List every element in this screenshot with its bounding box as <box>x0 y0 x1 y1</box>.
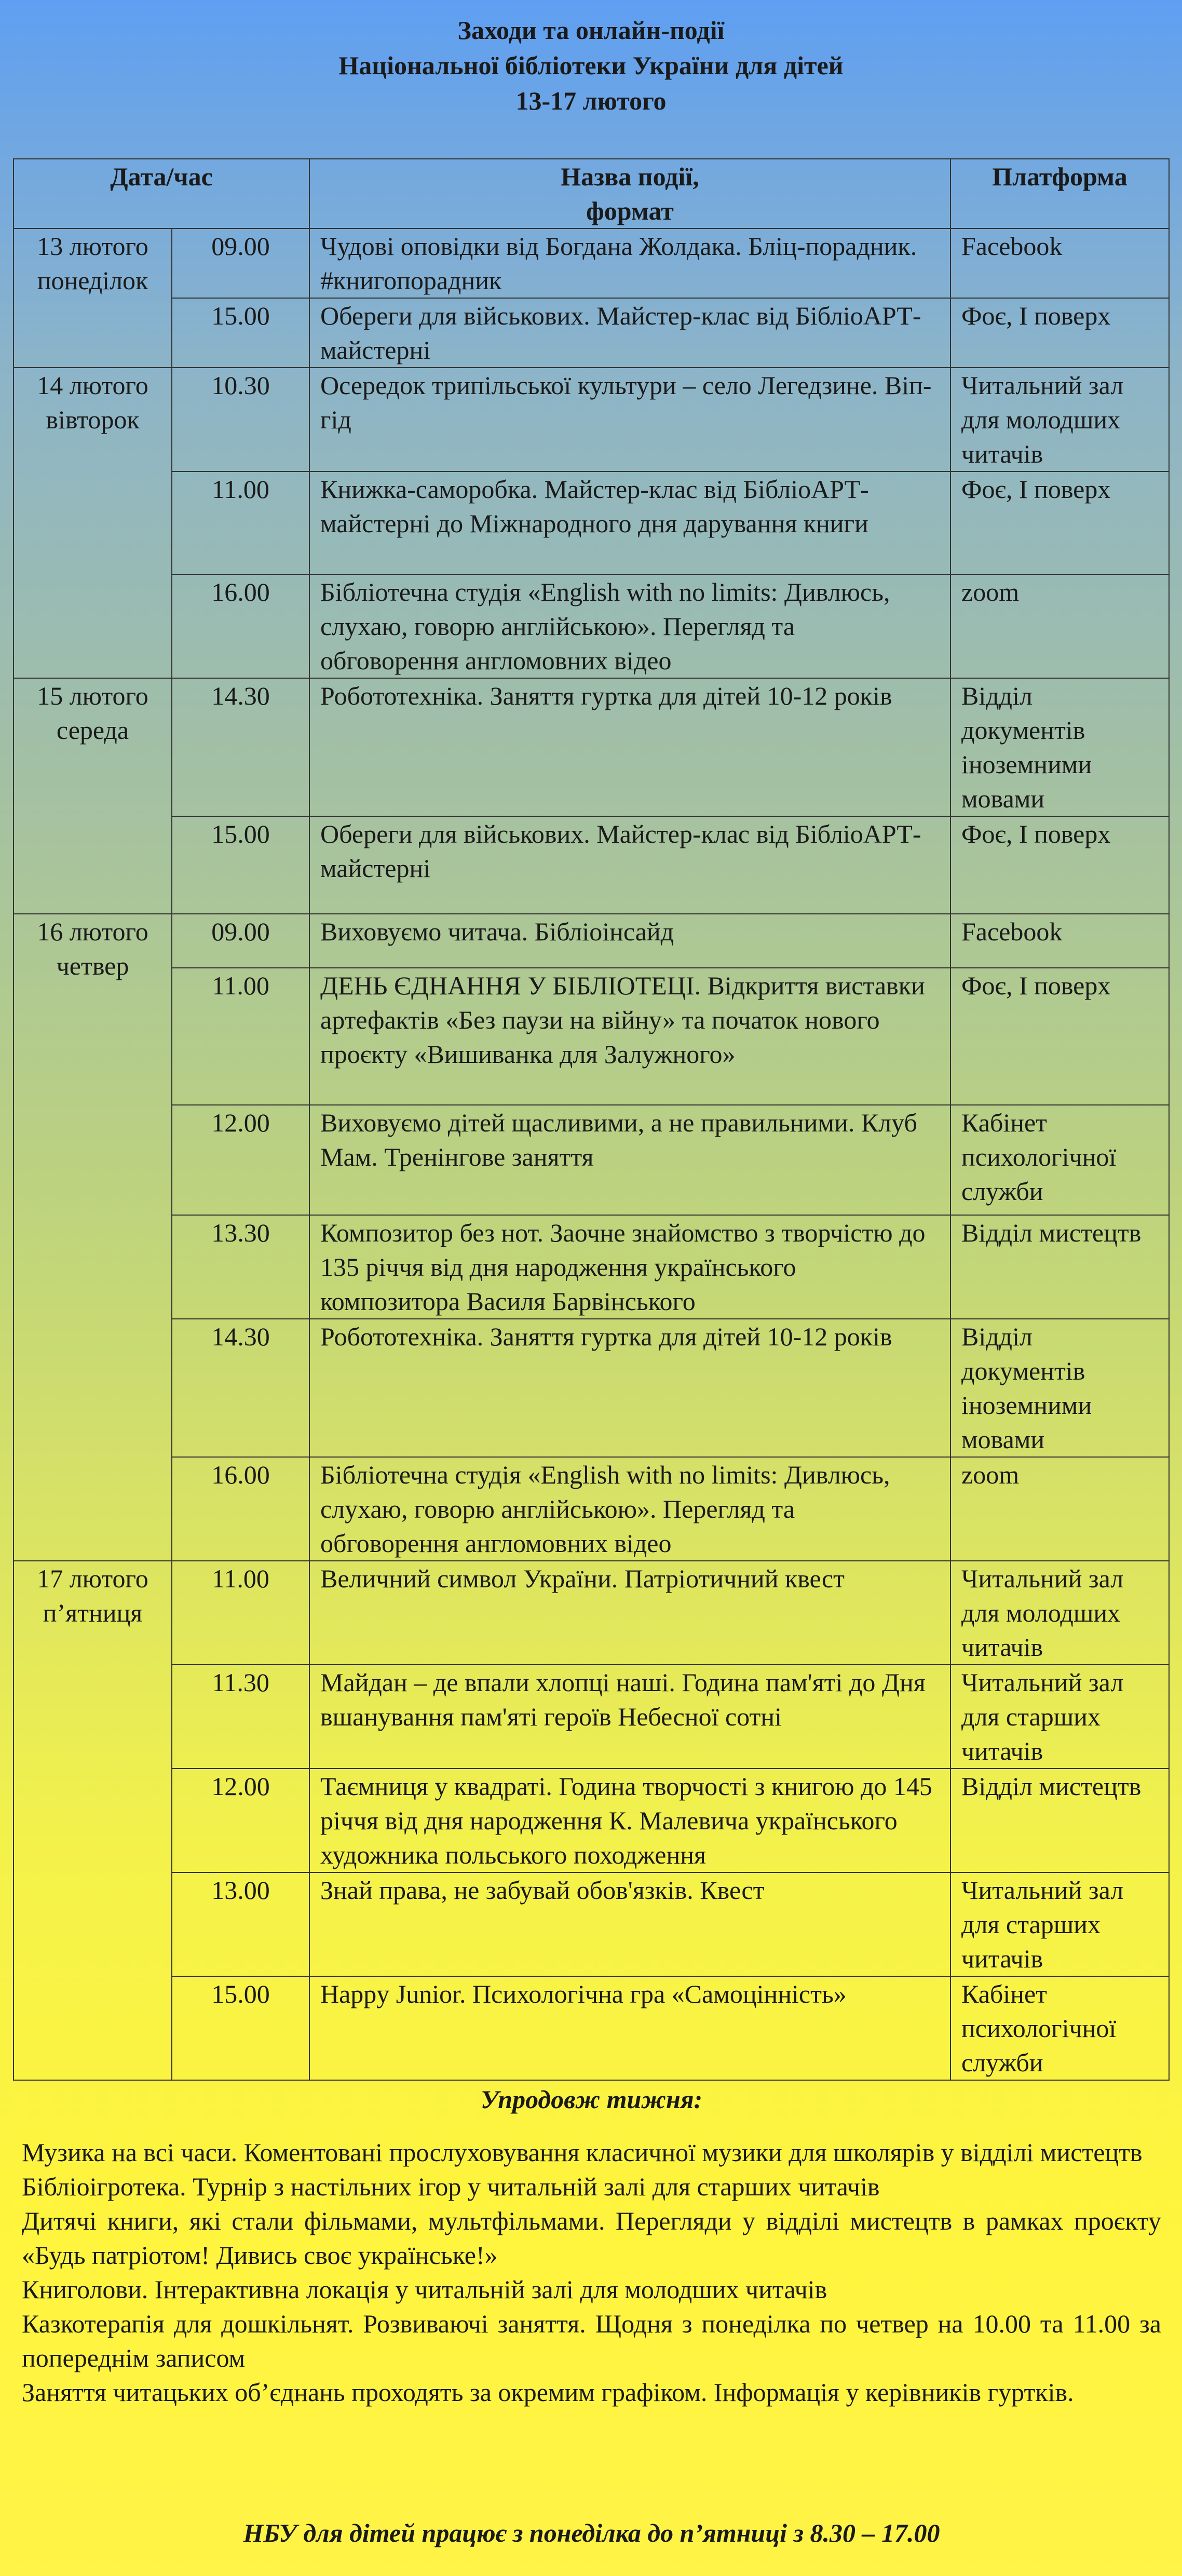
event-name: Робототехніка. Заняття гуртка для дітей 10-12 років <box>309 678 950 816</box>
day-cell <box>13 914 172 1561</box>
day-weekday: вівторок <box>46 405 140 434</box>
table-row <box>13 298 1169 368</box>
event-platform: Відділ мистецтв <box>950 1769 1169 1872</box>
table-row <box>13 574 1169 678</box>
table-row <box>13 471 1169 574</box>
event-time: 16.00 <box>172 574 309 678</box>
event-platform: Читальний зал для старших читачів <box>950 1665 1169 1769</box>
event-name: Виховуємо дітей щасливими, а не правильними. Клуб Мам. Тренінгове заняття <box>309 1105 950 1215</box>
event-platform: Facebook <box>950 914 1169 968</box>
day-weekday: середа <box>56 716 129 745</box>
page-title <box>0 12 1182 118</box>
day-date: 14 лютого <box>37 371 148 400</box>
event-name: Величний символ України. Патріотичний квест <box>309 1561 950 1665</box>
day-cell <box>13 368 172 678</box>
table-header-row <box>13 159 1169 228</box>
event-platform: Відділ документів іноземними мовами <box>950 678 1169 816</box>
event-platform: Фоє, І поверх <box>950 968 1169 1105</box>
table-row <box>13 968 1169 1105</box>
event-name: Осередок трипільської культури – село Легедзине. Віп-гід <box>309 368 950 471</box>
event-name: Обереги для військових. Майстер-клас від БібліоАРТ-майстерні <box>309 816 950 914</box>
event-name: Обереги для військових. Майстер-клас від БібліоАРТ- майстерні <box>309 298 950 368</box>
event-time: 14.30 <box>172 1319 309 1457</box>
day-weekday: понеділок <box>37 266 148 295</box>
event-time: 13.30 <box>172 1215 309 1319</box>
event-time: 15.00 <box>172 1976 309 2080</box>
event-time: 12.00 <box>172 1769 309 1872</box>
header-event-name-line2: формат <box>586 196 674 225</box>
event-platform: zoom <box>950 1457 1169 1561</box>
event-time: 11.00 <box>172 1561 309 1665</box>
events-table-body <box>13 228 1169 2080</box>
event-platform: Фоє, І поверх <box>950 298 1169 368</box>
header-datetime: Дата/час <box>13 159 309 228</box>
day-date: 17 лютого <box>37 1564 148 1593</box>
event-platform: Читальний зал для молодших читачів <box>950 368 1169 471</box>
event-time: 15.00 <box>172 298 309 368</box>
event-platform: Читальний зал для молодших читачів <box>950 1561 1169 1665</box>
event-time: 16.00 <box>172 1457 309 1561</box>
event-platform: zoom <box>950 574 1169 678</box>
header-event-name <box>309 159 950 228</box>
week-heading: Упродовж тижня: <box>480 2085 703 2114</box>
title-line-3: 13-17 лютого <box>515 86 667 115</box>
table-row <box>13 1665 1169 1769</box>
week-activity-item: Заняття читацьких об’єднань проходять за окремим графіком. Інформація у керівників гуртків. <box>22 2378 1074 2407</box>
table-row <box>13 368 1169 471</box>
event-time: 09.00 <box>172 228 309 298</box>
event-time: 11.00 <box>172 968 309 1105</box>
event-platform: Відділ документів іноземними мовами <box>950 1319 1169 1457</box>
events-table <box>13 158 1170 2081</box>
table-row <box>13 1872 1169 1976</box>
table-row <box>13 1457 1169 1561</box>
event-platform: Фоє, І поверх <box>950 471 1169 574</box>
day-cell <box>13 228 172 368</box>
header-platform: Платформа <box>950 159 1169 228</box>
event-name: Чудові оповідки від Богдана Жолдака. Бліц-порадник. #книгопорадник <box>309 228 950 298</box>
day-cell <box>13 678 172 914</box>
event-name: Бібліотечна студія «English with no limits: Дивлюсь, слухаю, говорю англійською». Перегляд та обговорення англомовних відео <box>309 1457 950 1561</box>
event-platform: Відділ мистецтв <box>950 1215 1169 1319</box>
day-date: 16 лютого <box>37 917 148 946</box>
week-activity-item: Дитячі книги, які стали фільмами, мультфільмами. Перегляди у відділі мистецтв в рамках проєкту «Будь патріотом! Дивись своє українське!» <box>22 2206 1161 2270</box>
table-row <box>13 678 1169 816</box>
title-line-1: Заходи та онлайн-події <box>457 16 725 45</box>
table-row <box>13 1215 1169 1319</box>
table-row <box>13 1561 1169 1665</box>
day-weekday: п’ятниця <box>43 1598 143 1627</box>
week-activity-item: Казкотерапія для дошкільнят. Розвиваючі заняття. Щодня з понеділка по четвер на 10.00 та 11.00 за попереднім записом <box>22 2309 1161 2372</box>
event-time: 14.30 <box>172 678 309 816</box>
event-name: Композитор без нот. Заочне знайомство з творчістю до 135 річчя від дня народження українського композитора Василя Барвінського <box>309 1215 950 1319</box>
event-time: 13.00 <box>172 1872 309 1976</box>
event-time: 09.00 <box>172 914 309 968</box>
event-name: Книжка-саморобка. Майстер-клас від БібліоАРТ-майстерні до Міжнародного дня дарування книги <box>309 471 950 574</box>
event-name: Таємниця у квадраті. Година творчості з книгою до 145 річчя від дня народження К. Малевича українського художника польського походження <box>309 1769 950 1872</box>
event-time: 12.00 <box>172 1105 309 1215</box>
event-platform: Читальний зал для старших читачів <box>950 1872 1169 1976</box>
event-platform: Facebook <box>950 228 1169 298</box>
week-activity-item: Книголови. Інтерактивна локація у читальній залі для молодших читачів <box>22 2275 827 2304</box>
day-weekday: четвер <box>56 951 129 980</box>
event-time: 11.00 <box>172 471 309 574</box>
opening-hours-footer: НБУ для дітей працює з понеділка до п’ятниці з 8.30 – 17.00 <box>243 2518 940 2547</box>
event-time: 10.30 <box>172 368 309 471</box>
table-row <box>13 228 1169 298</box>
event-name: Знай права, не забувай обов'язків. Квест <box>309 1872 950 1976</box>
title-line-2: Національної бібліотеки України для дітей <box>338 51 844 80</box>
day-date: 15 лютого <box>37 681 148 710</box>
event-platform: Фоє, І поверх <box>950 816 1169 914</box>
event-time: 15.00 <box>172 816 309 914</box>
event-platform: Кабінет психологічної служби <box>950 1105 1169 1215</box>
header-event-name-line1: Назва події, <box>561 162 699 191</box>
event-name: Happy Junior. Психологічна гра «Самоцінність» <box>309 1976 950 2080</box>
day-cell <box>13 1561 172 2080</box>
table-row <box>13 1105 1169 1215</box>
week-activity-item: Бібліоігротека. Турнір з настільних ігор у читальній залі для старших читачів <box>22 2172 880 2201</box>
week-activities-list <box>22 2135 1161 2409</box>
table-row <box>13 1319 1169 1457</box>
event-time: 11.30 <box>172 1665 309 1769</box>
table-row <box>13 1769 1169 1872</box>
event-name: Виховуємо читача. Бібліоінсайд <box>309 914 950 968</box>
week-activity-item: Музика на всі часи. Коментовані прослуховування класичної музики для школярів у відділі мистецтв <box>22 2138 1143 2167</box>
event-name: Бібліотечна студія «English with no limits: Дивлюсь, слухаю, говорю англійською». Перегляд та обговорення англомовних відео <box>309 574 950 678</box>
table-row <box>13 816 1169 914</box>
event-platform: Кабінет психологічної служби <box>950 1976 1169 2080</box>
event-name: Робототехніка. Заняття гуртка для дітей 10-12 років <box>309 1319 950 1457</box>
table-row <box>13 1976 1169 2080</box>
event-name: Майдан – де впали хлопці наші. Година пам'яті до Дня вшанування пам'яті героїв Небесної сотні <box>309 1665 950 1769</box>
event-name: ДЕНЬ ЄДНАННЯ У БІБЛІОТЕЦІ. Відкриття виставки артефактів «Без паузи на війну» та початок нового проєкту «Вишиванка для Залужного» <box>309 968 950 1105</box>
day-date: 13 лютого <box>37 232 148 261</box>
table-row <box>13 914 1169 968</box>
